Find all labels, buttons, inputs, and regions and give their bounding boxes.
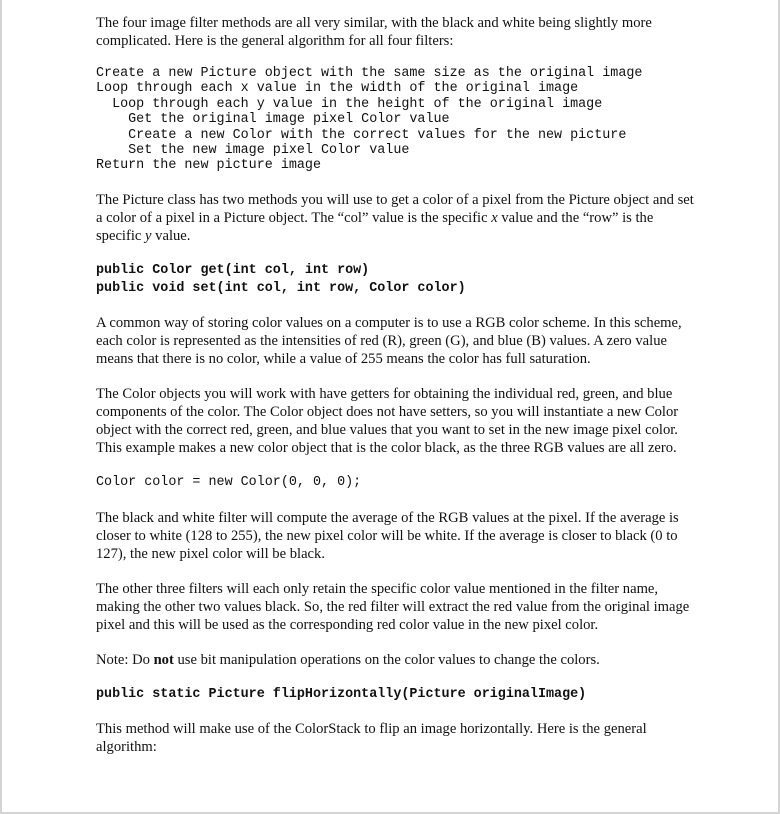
code-line: Set the new image pixel Color value [96,143,410,159]
code-line: Return the new picture image [96,158,321,174]
get-method-signature: public Color get(int col, int row) [96,262,370,278]
code-line: Loop through each y value in the height of the original image [96,96,603,112]
intro-paragraph: The four image filter methods are all very similar, with the black and white being slightly more complicated. Here is the general algorithm for all four filters: [96,15,652,49]
note-paragraph: Note: Do not use bit manipulation operations on the color values to change the colors. [96,651,600,668]
picture-class-paragraph: The Picture class has two methods you will use to get a color of a pixel from the Picture object and set a color of a pixel in a Picture object. The “col” value is the specific x value and the “row” is the specific y value. [96,191,694,244]
set-method-signature: public void set(int col, int row, Color color) [96,280,466,296]
code-line: Create a new Picture object with the same size as the original image [96,66,643,81]
code-line: Create a new Color with the correct values for the new picture [96,127,627,143]
var-x: x [491,209,498,226]
code-line: Get the original image pixel Color value [96,112,450,128]
rgb-paragraph: A common way of storing color values on a computer is to use a RGB color scheme. In this scheme, each color is represented as the intensities of red (R), green (G), and blue (B) values. A zero value means that there is no color, while a value of 255 means the color has full saturation. [96,314,682,367]
code-line: Loop through each x value in the width of the original image [96,81,579,97]
picture-methods-signatures [96,262,696,298]
color-example-code: Color color = new Color(0, 0, 0); [96,474,362,490]
other-filters-paragraph: The other three filters will each only retain the specific color value mentioned in the filter name, making the other two values black. So, the red filter will extract the red value from the original image pixel and this will be used as the corresponding red color value in the new pixel color. [96,580,690,633]
note-emphasis: not [153,651,174,668]
var-y: y [145,227,152,244]
document-content [96,14,696,756]
flip-paragraph: This method will make use of the ColorStack to flip an image horizontally. Here is the general algorithm: [96,720,647,755]
filter-algorithm-code [96,66,696,174]
flip-horizontally-signature: public static Picture flipHorizontally(Picture originalImage) [96,686,587,702]
color-objects-paragraph: The Color objects you will work with have getters for obtaining the individual red, green, and blue components of the color. The Color object does not have setters, so you will instantiate a new Color object with the correct red, green, and blue values that you want to set in the new image pixel color. This example makes a new color object that is the color black, as the three RGB values are all zero. [96,385,679,456]
black-white-paragraph: The black and white filter will compute the average of the RGB values at the pixel. If the average is closer to white (128 to 255), the new pixel color will be white. If the average is closer to black (0 to 127), the new pixel color will be black. [96,509,679,562]
